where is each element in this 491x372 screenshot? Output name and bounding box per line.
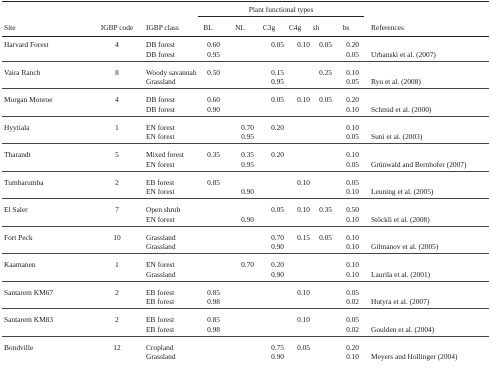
class-cell: EB forest xyxy=(146,324,175,334)
igbp-code-cell: 5 xyxy=(115,150,119,159)
class-cell: EN forest xyxy=(146,122,175,132)
bl-cell: 0.98 xyxy=(207,297,220,306)
site-cell: El Saler xyxy=(4,205,28,214)
c4g-cell: 0.10 xyxy=(297,177,310,187)
class-cell: Grassland xyxy=(146,352,176,361)
row-separator xyxy=(2,143,489,144)
sh-cell: 0.05 xyxy=(319,232,332,242)
c4g-cell: 0.10 xyxy=(297,205,310,214)
column-header-nl: NL xyxy=(235,23,245,32)
igbp-code-cell: 10 xyxy=(113,232,121,242)
class-cell: Woody savannah xyxy=(146,67,197,77)
c3g-cell: 0.20 xyxy=(271,260,284,269)
class-cell: Grassland xyxy=(146,232,176,242)
column-header-references: References xyxy=(371,23,404,32)
nl-cell: 0.35 xyxy=(241,150,254,159)
row-separator xyxy=(2,253,489,254)
nl-cell: 0.70 xyxy=(241,260,254,269)
bl-cell: 0.50 xyxy=(207,67,220,77)
class-cell: Open shrub xyxy=(146,205,181,214)
column-header-c3g: C3g xyxy=(262,23,276,32)
site-cell: Harvard Forest xyxy=(4,40,49,49)
bs-cell: 0.10 xyxy=(346,214,359,224)
column-header-bs: bs xyxy=(342,23,350,32)
ref-cell: Laurila et al. (2001) xyxy=(371,269,431,279)
bs-cell: 0.10 xyxy=(346,269,359,279)
row-separator xyxy=(2,198,489,199)
sh-cell: 0.35 xyxy=(319,205,332,214)
c3g-cell: 0.15 xyxy=(271,67,284,77)
igbp-code-cell: 8 xyxy=(115,67,119,77)
bl-cell: 0.60 xyxy=(207,40,220,49)
bs-cell: 0.10 xyxy=(346,67,359,77)
bl-cell: 0.35 xyxy=(207,150,220,159)
class-cell: EN forest xyxy=(146,132,175,141)
column-header-bl: BL xyxy=(203,23,213,32)
site-cell: Bondville xyxy=(4,342,34,352)
c3g-cell: 0.90 xyxy=(271,242,284,251)
bs-cell: 0.50 xyxy=(346,205,359,214)
igbp-code-cell: 2 xyxy=(115,177,119,187)
c3g-cell: 0.05 xyxy=(271,205,284,214)
bs-cell: 0.10 xyxy=(346,104,359,114)
class-cell: DB forest xyxy=(146,104,175,114)
ref-cell: Leuning et al. (2005) xyxy=(371,187,434,196)
sh-cell: 0.05 xyxy=(319,40,332,49)
ref-cell: Urbanski et al. (2007) xyxy=(371,49,436,59)
row-separator xyxy=(2,226,489,227)
bl-cell: 0.60 xyxy=(207,95,220,104)
class-cell: Grassland xyxy=(146,77,176,86)
ref-cell: Gilmanov et al. (2005) xyxy=(371,242,439,251)
site-cell: Santarem KM67 xyxy=(4,287,54,297)
ref-cell: Grünwald and Bernhofer (2007) xyxy=(371,159,467,169)
ref-cell: Schmid et al. (2000) xyxy=(371,104,432,114)
row-separator xyxy=(2,336,489,337)
class-cell: Mixed forest xyxy=(146,150,184,159)
column-header-igbp-code: IGBP code xyxy=(100,23,134,32)
nl-cell: 0.90 xyxy=(241,214,254,224)
bs-cell: 0.10 xyxy=(346,122,359,132)
c4g-cell: 0.15 xyxy=(297,232,310,242)
site-cell: Morgan Monroe xyxy=(4,95,53,104)
ref-cell: Hutyra et al. (2007) xyxy=(371,297,430,306)
bl-cell: 0.85 xyxy=(207,177,220,187)
row-separator xyxy=(2,116,489,117)
column-header-site: Site xyxy=(4,23,16,32)
igbp-code-cell: 1 xyxy=(115,122,119,132)
bs-cell: 0.05 xyxy=(346,77,359,86)
c4g-cell: 0.10 xyxy=(297,287,310,297)
bs-cell: 0.10 xyxy=(346,150,359,159)
top-rule xyxy=(2,1,489,2)
bs-cell: 0.10 xyxy=(346,242,359,251)
c3g-cell: 0.70 xyxy=(271,232,284,242)
site-cell: Fort Peck xyxy=(4,232,33,242)
class-cell: EB forest xyxy=(146,177,175,187)
c3g-cell: 0.90 xyxy=(271,269,284,279)
class-cell: EN forest xyxy=(146,260,175,269)
c3g-cell: 0.05 xyxy=(271,40,284,49)
bs-cell: 0.20 xyxy=(346,342,359,352)
class-cell: DB forest xyxy=(146,95,175,104)
sh-cell: 0.05 xyxy=(319,95,332,104)
bs-cell: 0.02 xyxy=(346,324,359,334)
row-separator xyxy=(2,88,489,89)
c4g-cell: 0.10 xyxy=(297,40,310,49)
header-bottom-rule xyxy=(2,36,489,37)
bs-cell: 0.10 xyxy=(346,260,359,269)
bs-cell: 0.05 xyxy=(346,159,359,169)
bs-cell: 0.02 xyxy=(346,297,359,306)
ref-cell: Suni et al. (2003) xyxy=(371,132,423,141)
nl-cell: 0.95 xyxy=(241,159,254,169)
class-cell: Grassland xyxy=(146,242,176,251)
nl-cell: 0.90 xyxy=(241,187,254,196)
c3g-cell: 0.05 xyxy=(271,95,284,104)
sh-cell: 0.25 xyxy=(319,67,332,77)
bs-cell: 0.10 xyxy=(346,232,359,242)
c3g-cell: 0.20 xyxy=(271,150,284,159)
class-cell: EB forest xyxy=(146,297,175,306)
row-separator xyxy=(2,308,489,309)
bs-cell: 0.10 xyxy=(346,352,359,361)
class-cell: Grassland xyxy=(146,269,176,279)
class-cell: EN forest xyxy=(146,214,175,224)
row-separator xyxy=(2,61,489,62)
c4g-cell: 0.10 xyxy=(297,95,310,104)
c3g-cell: 0.95 xyxy=(271,77,284,86)
ref-cell: Ryu et al. (2008) xyxy=(371,77,421,86)
class-cell: EN forest xyxy=(146,187,175,196)
site-cell: Hyytiala xyxy=(4,122,30,132)
class-cell: EB forest xyxy=(146,315,175,324)
igbp-code-cell: 4 xyxy=(115,40,119,49)
class-cell: Cropland xyxy=(146,342,174,352)
c4g-cell: 0.10 xyxy=(297,315,310,324)
nl-cell: 0.95 xyxy=(241,132,254,141)
igbp-code-cell: 7 xyxy=(115,205,119,214)
bs-cell: 0.05 xyxy=(346,315,359,324)
site-cell: Tharandt xyxy=(4,150,31,159)
igbp-code-cell: 2 xyxy=(115,287,119,297)
bl-cell: 0.85 xyxy=(207,315,220,324)
class-cell: EB forest xyxy=(146,287,175,297)
bl-cell: 0.90 xyxy=(207,104,220,114)
ref-cell: Stöckli et al. (2008) xyxy=(371,214,430,224)
nl-cell: 0.70 xyxy=(241,122,254,132)
bs-cell: 0.05 xyxy=(346,132,359,141)
group-header-rule xyxy=(198,16,364,17)
c3g-cell: 0.75 xyxy=(271,342,284,352)
igbp-code-cell: 12 xyxy=(113,342,121,352)
igbp-code-cell: 1 xyxy=(115,260,119,269)
row-separator xyxy=(2,281,489,282)
site-cell: Vaira Ranch xyxy=(4,67,41,77)
column-header-igbp-class: IGBP class xyxy=(146,23,179,32)
site-cell: Santarem KM83 xyxy=(4,315,54,324)
site-cell: Tumbarumba xyxy=(4,177,44,187)
bl-cell: 0.85 xyxy=(207,287,220,297)
column-header-c4g: C4g xyxy=(288,23,302,32)
site-cell: Kaamanen xyxy=(4,260,36,269)
igbp-code-cell: 2 xyxy=(115,315,119,324)
bs-cell: 0.10 xyxy=(346,187,359,196)
class-cell: DB forest xyxy=(146,49,175,59)
c3g-cell: 0.90 xyxy=(271,352,284,361)
bs-cell: 0.05 xyxy=(346,177,359,187)
bs-cell: 0.05 xyxy=(346,287,359,297)
group-header-plant-functional-types: Plant functional types xyxy=(248,5,314,14)
c3g-cell: 0.20 xyxy=(271,122,284,132)
row-separator xyxy=(2,171,489,172)
ref-cell: Goulden et al. (2004) xyxy=(371,324,435,334)
class-cell: DB forest xyxy=(146,40,175,49)
column-header-sh: sh xyxy=(312,23,320,32)
bs-cell: 0.05 xyxy=(346,49,359,59)
class-cell: EN forest xyxy=(146,159,175,169)
bs-cell: 0.20 xyxy=(346,95,359,104)
ref-cell: Meyers and Hollinger (2004) xyxy=(371,352,458,361)
c4g-cell: 0.05 xyxy=(297,342,310,352)
bs-cell: 0.20 xyxy=(346,40,359,49)
bl-cell: 0.95 xyxy=(207,49,220,59)
bl-cell: 0.98 xyxy=(207,324,220,334)
igbp-code-cell: 4 xyxy=(115,95,119,104)
